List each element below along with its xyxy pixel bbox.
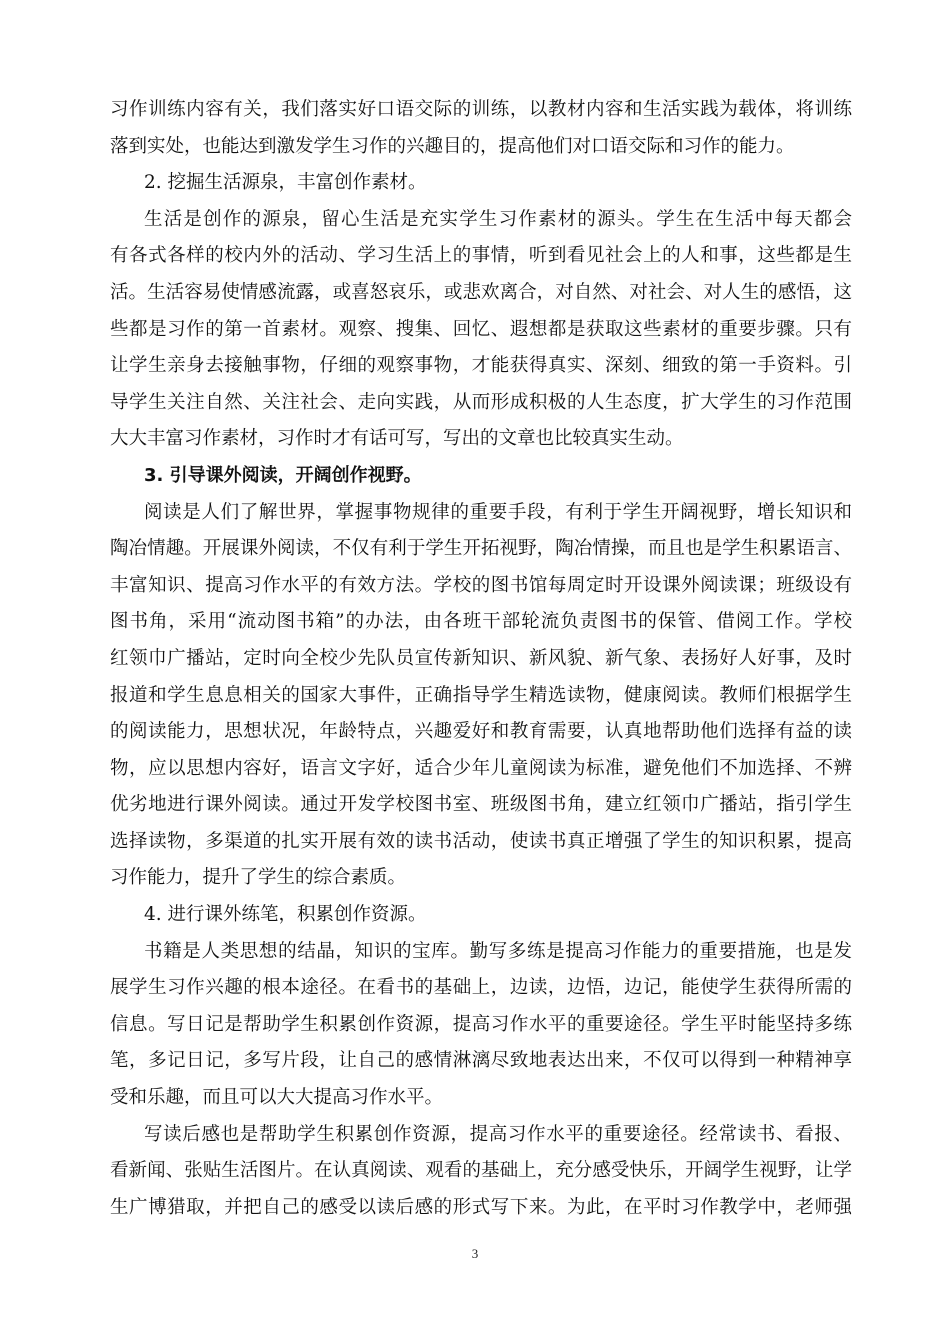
text-line: 展学生习作兴趣的根本途径。在看书的基础上，边读，边悟，边记，能使学生获得所需的	[110, 977, 852, 999]
text-line: 落到实处，也能达到激发学生习作的兴趣目的，提高他们对口语交际和习作的能力。	[110, 135, 795, 157]
page-number: 3	[471, 1246, 479, 1261]
text-line: 丰富知识、提高习作水平的有效方法。学校的图书馆每周定时开设课外阅读课；班级设有	[110, 574, 852, 596]
section-heading-bold: 3. 引导课外阅读，开阔创作视野。	[144, 464, 422, 486]
text-line: 信息。写日记是帮助学生积累创作资源，提高习作水平的重要途径。学生平时能坚持多练	[110, 1013, 852, 1035]
text-line: 陶冶情趣。开展课外阅读，不仅有利于学生开拓视野，陶冶情操，而且也是学生积累语言、	[110, 538, 852, 560]
text-line: 报道和学生息息相关的国家大事件，正确指导学生精选读物，健康阅读。教师们根据学生	[110, 684, 852, 706]
text-line: 看新闻、张贴生活图片。在认真阅读、观看的基础上，充分感受快乐，开阔学生视野，让学	[110, 1160, 852, 1182]
text-line: 习作训练内容有关，我们落实好口语交际的训练，以教材内容和生活实践为载体，将训练	[110, 99, 852, 120]
text-line: 有各式各样的校内外的活动、学习生活上的事情，听到看见社会上的人和事，这些都是生	[110, 245, 852, 267]
text-line: 受和乐趣，而且可以大大提高习作水平。	[110, 1087, 444, 1109]
text-line: 活。生活容易使情感流露，或喜怒哀乐，或悲欢离合，对自然、对社会、对人生的感悟，这	[110, 281, 852, 303]
text-line: 笔，多记日记，多写片段，让自己的感情淋漓尽致地表达出来，不仅可以得到一种精神享	[110, 1050, 852, 1072]
text-line: 红领巾广播站，定时向全校少先队员宣传新知识、新风貌、新气象、表扬好人好事，及时	[110, 647, 852, 669]
text-line: 大大丰富习作素材，习作时才有话可写，写出的文章也比较真实生动。	[110, 428, 684, 450]
text-line: 阅读是人们了解世界，掌握事物规律的重要手段，有利于学生开阔视野，增长知识和	[144, 501, 852, 523]
document-body	[110, 92, 852, 1226]
text-line: 生广博猎取，并把自己的感受以读后感的形式写下来。为此，在平时习作教学中，老师强	[110, 1196, 852, 1218]
text-line: 选择读物，多渠道的扎实开展有效的读书活动，使读书真正增强了学生的知识积累，提高	[110, 830, 852, 852]
text-line: 写读后感也是帮助学生积累创作资源，提高习作水平的重要途径。经常读书、看报、	[144, 1123, 852, 1145]
section-heading: 2. 挖掘生活源泉，丰富创作素材。	[144, 172, 427, 194]
text-line: 生活是创作的源泉，留心生活是充实学生习作素材的源头。学生在生活中每天都会	[144, 208, 852, 230]
text-line: 物，应以思想内容好，语言文字好，适合少年儿童阅读为标准，避免他们不加选择、不辨	[110, 757, 852, 779]
text-line: 的阅读能力，思想状况，年龄特点，兴趣爱好和教育需要，认真地帮助他们选择有益的读	[110, 721, 852, 743]
text-line: 导学生关注自然、关注社会、走向实践，从而形成积极的人生态度，扩大学生的习作范围	[110, 391, 852, 413]
text-line: 些都是习作的第一首素材。观察、搜集、回忆、遐想都是获取这些素材的重要步骤。只有	[110, 318, 852, 340]
text-line: 优劣地进行课外阅读。通过开发学校图书室、班级图书角，建立红领巾广播站，指引学生	[110, 794, 852, 816]
text-line: 书籍是人类思想的结晶，知识的宝库。勤写多练是提高习作能力的重要措施，也是发	[144, 940, 852, 962]
text-line: 图书角，采用“流动图书箱”的办法，由各班干部轮流负责图书的保管、借阅工作。学校	[110, 611, 852, 633]
section-heading: 4. 进行课外练笔，积累创作资源。	[144, 904, 427, 926]
text-line: 习作能力，提升了学生的综合素质。	[110, 867, 407, 889]
text-line: 让学生亲身去接触事物，仔细的观察事物，才能获得真实、深刻、细致的第一手资料。引	[110, 355, 852, 377]
